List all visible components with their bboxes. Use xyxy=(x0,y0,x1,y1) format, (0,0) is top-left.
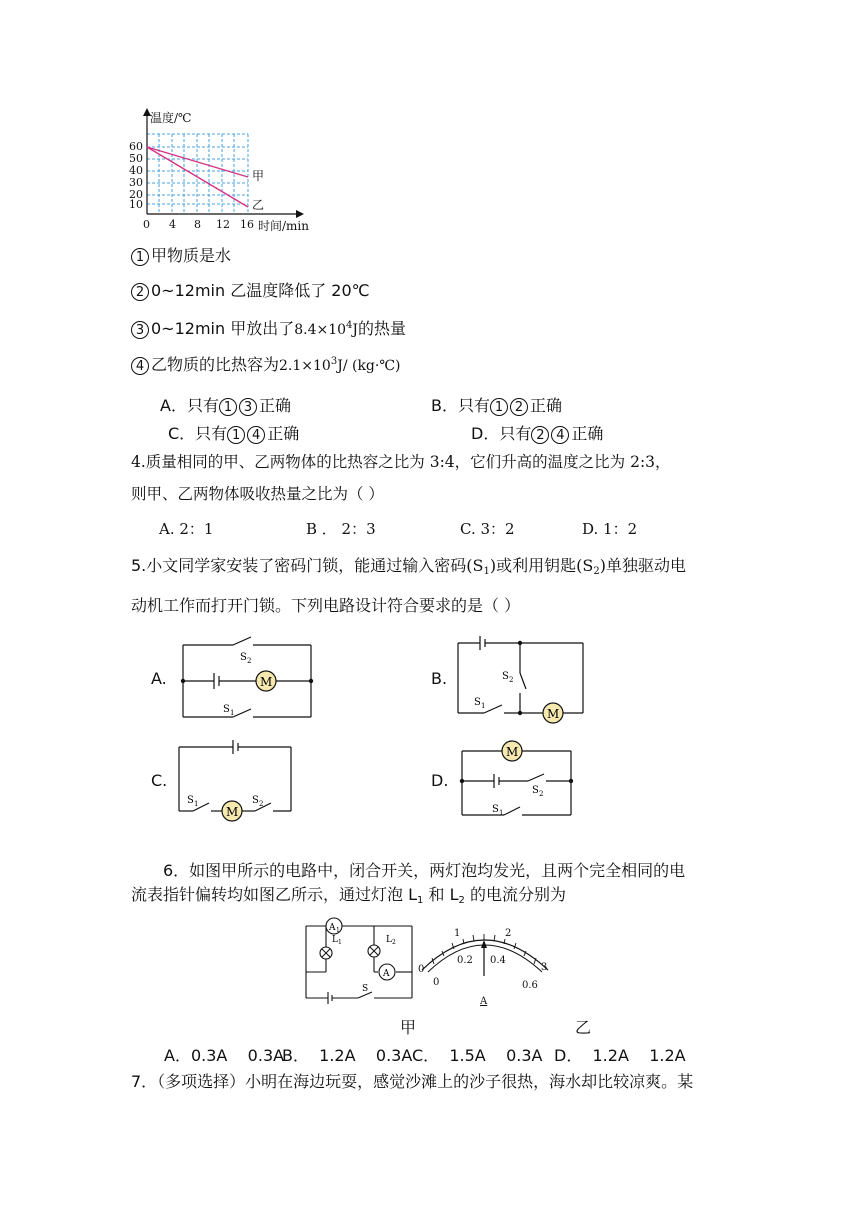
circled-number: 2 xyxy=(531,426,549,444)
q6-circuit-jia xyxy=(302,912,416,1004)
statement-text-tail: 的热量 xyxy=(358,319,407,338)
stem-text: 5.小文同学家安装了密码门锁，能通过输入密码 xyxy=(131,556,467,575)
circled-number: 4 xyxy=(131,357,149,375)
option-tail: 正确 xyxy=(571,424,604,443)
q6-ammeter-dial-yi xyxy=(414,918,562,1008)
q5-circuit-a xyxy=(176,633,316,723)
circled-number: 3 xyxy=(239,398,257,416)
ammeter-a-label: A xyxy=(383,969,390,979)
stem-text: 流表指针偏转均如图乙所示，通过灯泡 L xyxy=(131,885,418,904)
y-tick-60: 60 xyxy=(129,140,143,153)
bottom-tick-0.4: 0.4 xyxy=(490,955,506,966)
switch-s1-label: S xyxy=(474,697,481,708)
circled-number: 1 xyxy=(131,248,149,266)
option-tail: 正确 xyxy=(267,424,300,443)
y-tick-50: 50 xyxy=(129,152,143,165)
motor-label: M xyxy=(260,675,273,689)
statement-1 xyxy=(131,245,231,267)
series-jia-label: 甲 xyxy=(252,169,265,183)
lamp-l1-label: L xyxy=(332,935,338,945)
paren: ) xyxy=(489,556,497,575)
q4-stem-line2: 则甲、乙两物体吸收热量之比为（ ） xyxy=(131,485,384,503)
q6-stem-line1: 6．如图甲所示的电路中，闭合开关，两灯泡均发光，且两个完全相同的电 xyxy=(163,861,686,880)
statement-text: 甲物质是水 xyxy=(151,246,232,265)
statement-3 xyxy=(131,315,406,341)
formula: 8.4×10 xyxy=(294,322,347,338)
l1-subscript: 1 xyxy=(417,895,424,906)
temperature-time-chart xyxy=(126,104,316,236)
q3-option-a[interactable] xyxy=(160,393,291,416)
stem-text: 或利用钥匙 xyxy=(496,556,577,575)
motor-label: M xyxy=(226,805,239,819)
top-tick-0: 0 xyxy=(418,964,425,975)
switch-s1-label: S xyxy=(187,795,194,806)
top-tick-3: 3 xyxy=(541,962,548,973)
s1-subscript: 1 xyxy=(483,566,490,577)
circled-number: 2 xyxy=(131,283,149,301)
statement-2 xyxy=(131,280,370,302)
paren: ) xyxy=(599,556,606,575)
switch-s1-subscript: 1 xyxy=(481,702,486,710)
q6-option-b[interactable]: B． 1.2A 0.3A xyxy=(282,1046,413,1065)
series-yi-label: 乙 xyxy=(252,198,265,212)
switch-s2-subscript: 2 xyxy=(539,790,544,798)
q5-circuit-b xyxy=(452,633,592,727)
q4-option-d[interactable]: D. 1：2 xyxy=(582,520,638,538)
switch-s2-subscript: 2 xyxy=(259,800,264,808)
top-tick-1: 1 xyxy=(454,928,461,939)
figure-label-jia: 甲 xyxy=(400,1018,417,1037)
formula-unit: J/ (kg·℃) xyxy=(337,358,401,374)
q5-circuit-c xyxy=(173,737,297,823)
figure-label-yi: 乙 xyxy=(575,1018,592,1037)
q3-option-c[interactable] xyxy=(168,421,299,444)
q4-option-a[interactable]: A. 2：1 xyxy=(159,520,214,538)
circled-number: 3 xyxy=(131,321,149,339)
top-tick-2: 2 xyxy=(505,928,512,939)
statement-text: 0~12min 甲放出了 xyxy=(151,319,295,338)
y-axis-label: 温度/℃ xyxy=(150,111,192,125)
q5-option-b-label[interactable]: B. xyxy=(431,669,448,688)
switch-s2-label: S xyxy=(240,652,247,663)
switch-s-label: S xyxy=(362,984,369,994)
formula-unit: J xyxy=(352,322,359,338)
switch-s1-subscript: 1 xyxy=(499,809,504,817)
s1-label: (S xyxy=(466,556,484,575)
stem-text: 的电流分别为 xyxy=(464,885,566,904)
q7-stem-line1: 7．（多项选择）小明在海边玩耍，感觉沙滩上的沙子很热，海水却比较凉爽。某 xyxy=(131,1072,694,1091)
q4-stem-line1: 4.质量相同的甲、乙两物体的比热容之比为 3:4，它们升高的温度之比为 2:3， xyxy=(131,453,671,471)
statement-text: 乙物质的比热容为 xyxy=(151,355,280,374)
l2-subscript: 2 xyxy=(458,895,465,906)
switch-s1-subscript: 1 xyxy=(194,800,199,808)
q5-stem-line2: 动机工作而打开门锁。下列电路设计符合要求的是（ ） xyxy=(131,596,521,615)
q5-option-a-label[interactable]: A. xyxy=(151,669,167,688)
y-tick-30: 30 xyxy=(129,176,143,189)
s2-subscript: 2 xyxy=(593,566,600,577)
switch-s2-label: S xyxy=(532,785,539,796)
switch-s1-subscript: 1 xyxy=(230,709,235,717)
s2-label: (S xyxy=(576,556,594,575)
q5-circuit-d xyxy=(456,737,578,823)
circled-number: 4 xyxy=(551,426,569,444)
motor-label: M xyxy=(506,745,519,759)
switch-s2-subscript: 2 xyxy=(509,676,514,684)
y-tick-20: 20 xyxy=(129,188,143,201)
q5-option-d-label[interactable]: D. xyxy=(431,771,449,790)
q3-option-d[interactable] xyxy=(471,421,603,444)
q3-option-b[interactable] xyxy=(431,393,562,416)
statement-4 xyxy=(131,351,400,377)
q6-option-a[interactable]: A．0.3A 0.3A xyxy=(164,1046,285,1065)
y-tick-10: 10 xyxy=(129,198,143,211)
bottom-tick-0: 0 xyxy=(433,977,440,988)
option-label: A．只有 xyxy=(160,396,219,415)
stem-text: 和 L xyxy=(423,885,459,904)
formula-exponent: 3 xyxy=(330,356,338,367)
q6-stem-line2 xyxy=(131,884,566,912)
statement-text: 0~12min 乙温度降低了 20℃ xyxy=(151,281,370,300)
motor-label: M xyxy=(547,707,560,721)
lamp-l2-subscript: 2 xyxy=(392,939,396,946)
switch-s1-label: S xyxy=(223,704,230,715)
q5-option-c-label[interactable]: C. xyxy=(151,771,168,790)
circled-number: 1 xyxy=(490,398,508,416)
x-tick-0: 0 xyxy=(143,218,150,231)
q4-option-c[interactable]: C. 3：2 xyxy=(460,520,515,538)
ammeter-a1-label: A xyxy=(329,923,336,933)
q5-stem-line1 xyxy=(131,555,686,583)
x-tick-16: 16 xyxy=(240,218,254,231)
q6-option-c[interactable]: C． 1.5A 0.3A xyxy=(412,1046,543,1065)
circled-number: 1 xyxy=(219,398,237,416)
lamp-l1-subscript: 1 xyxy=(338,939,342,946)
option-tail: 正确 xyxy=(258,396,291,415)
switch-s1-label: S xyxy=(492,804,499,815)
x-axis-label: 时间/min xyxy=(258,219,309,233)
circled-number: 1 xyxy=(227,426,245,444)
ammeter-a1-subscript: 1 xyxy=(336,927,340,934)
formula: 2.1×10 xyxy=(279,358,331,374)
option-label: D．只有 xyxy=(471,424,532,443)
circled-number: 2 xyxy=(510,398,528,416)
formula-exponent: 4 xyxy=(346,320,353,331)
stem-text: 单独驱动电 xyxy=(605,556,686,575)
lamp-l2-label: L xyxy=(386,935,392,945)
y-tick-40: 40 xyxy=(129,164,143,177)
q6-option-d[interactable]: D． 1.2A 1.2A xyxy=(554,1046,686,1065)
bottom-tick-0.6: 0.6 xyxy=(522,980,538,991)
option-label: C．只有 xyxy=(168,424,228,443)
x-tick-4: 4 xyxy=(169,218,176,231)
option-label: B．只有 xyxy=(431,396,490,415)
switch-s2-label: S xyxy=(502,671,509,682)
bottom-tick-0.2: 0.2 xyxy=(457,955,473,966)
switch-s2-subscript: 2 xyxy=(247,657,252,665)
option-tail: 正确 xyxy=(529,396,562,415)
switch-s2-label: S xyxy=(252,795,259,806)
x-tick-12: 12 xyxy=(216,218,230,231)
q4-option-b[interactable]: B ． 2：3 xyxy=(306,520,376,538)
circled-number: 4 xyxy=(247,426,265,444)
x-tick-8: 8 xyxy=(194,218,201,231)
meter-unit: A xyxy=(480,996,488,1007)
